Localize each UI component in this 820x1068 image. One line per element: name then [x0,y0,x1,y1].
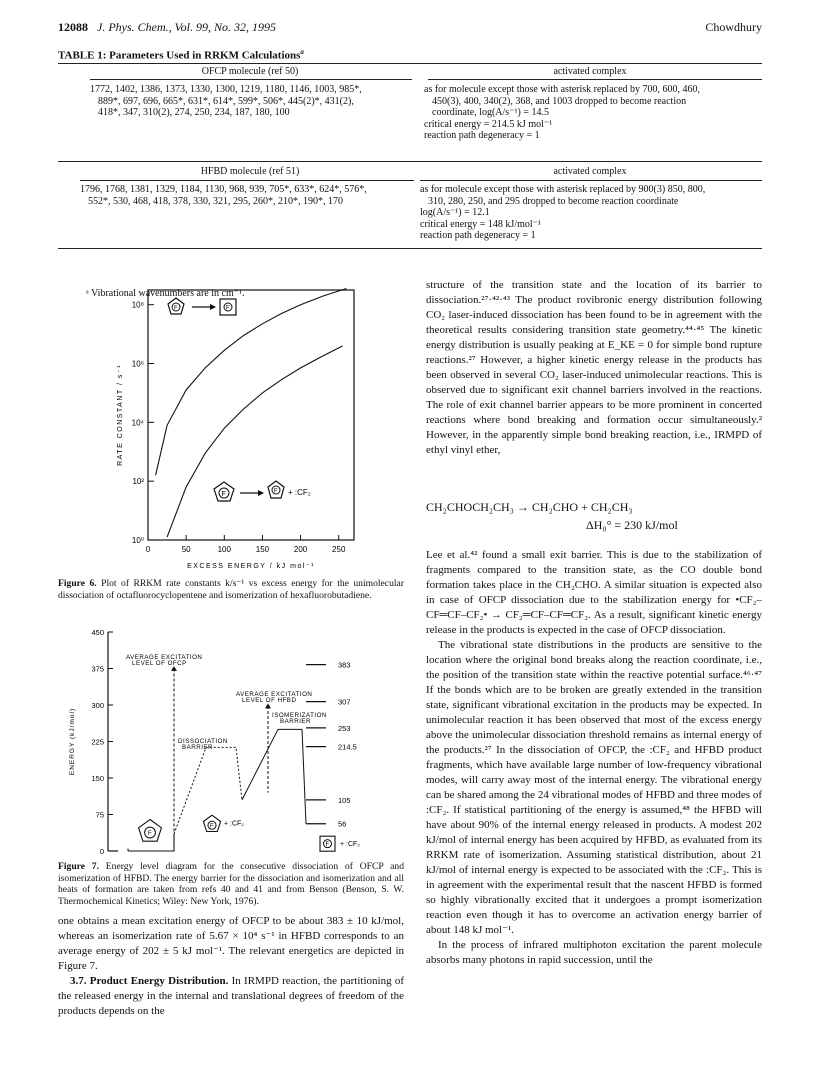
reaction-equation: CH₂CHOCH₂CH₃ → CH₂CHO + CH₂CH₃ [426,500,633,514]
svg-text:F: F [226,305,230,312]
isomerization-barrier-path [242,729,306,823]
table-ofcp-complex: as for molecule except those with asterisk replaced by 700, 600, 460, 450(3), 400, 340(2), 368, and 1003 dropped to become reaction coordinate, log(A/s⁻¹) = 14.5 critical energy = 214.5 kJ mol⁻¹ reaction path degeneracy = 1 [424,84,701,141]
y-tick-label: 10⁶ [131,359,144,369]
cf2-label: + :CF₂ [224,820,245,828]
dissociation-barrier-label: BARRIER [182,743,214,751]
table-ofcp-frequencies: 1772, 1402, 1386, 1373, 1330, 1300, 1219, 1180, 1146, 1003, 985*, 889*, 697, 696, 665*, 631*, 614*, 599*, 506*, 445(2)*, 431(2), 418*, 347, 310(2), 274, 250, 234, 187, 180, 100 [90,84,362,118]
y-tick-label: 75 [95,810,104,820]
dissociation-barrier-label: DISSOCIATION [178,737,228,745]
x-tick-label: 0 [145,545,151,554]
energy-level-label: 253 [338,723,351,733]
energy-level-label: 383 [338,660,351,670]
body-paragraph: In the process of infrared multiphoton excitation the parent molecule absorbs many photons in rapid succession, until the [426,939,762,966]
table-title: TABLE 1: Parameters Used in RRKM Calculations$^a$ [58,48,304,62]
isomerization-barrier-label: ISOMERIZATION [272,712,327,720]
x-tick-label: 50 [181,545,191,554]
y-tick-label: 450 [91,628,104,637]
right-column-body-bottom [426,548,762,968]
journal-citation: J. Phys. Chem., Vol. 99, No. 32, 1995 [97,20,276,34]
author-name: Chowdhury [705,20,762,34]
x-tick-label: 200 [293,545,308,554]
table-rule [58,63,762,64]
avg-excitation-hfbd-label: AVERAGE EXCITATION [236,691,313,699]
svg-text:F: F [174,305,178,312]
page-number: 12088 [58,20,88,34]
cf2-label: + :CF₂ [288,488,311,497]
y-tick-label: 225 [91,737,104,747]
figure7-diagram [58,626,408,858]
ofcp-hfbd-scheme-top [168,298,236,315]
table-title-note-mark: a [300,48,304,56]
ofcp-dissociation-scheme-bottom [214,481,311,501]
figure6-plot [58,276,408,576]
cf2-label: + :CF₂ [340,841,361,849]
body-paragraph: one obtains a mean excitation energy of OFCP to be about 383 ± 10 kJ/mol, whereas an isomerization rate of 5.67 × 10⁴ s⁻¹ in HFBD corresponds to an average energy of 202 ± 5 kJ mol⁻¹. The relevant energetics are depicted in Figure 7. [58,915,404,972]
table-rule [58,161,762,162]
figure6-axes [117,289,354,571]
energy-level-label: 214.5 [338,742,357,752]
energy-level-label: 105 [338,795,351,805]
table-col-header-complex: activated complex [553,66,627,77]
plot-frame [148,290,354,540]
figure7-caption: Figure 7. Energy level diagram for the consecutive dissociation of OFCP and isomerization of HFBD. The energy barrier for the dissociation and isomerization and all heats of formation are taken from refs 40 and 41 and from Benson (Benson, S. W. Thermochemical Kinetics; Wiley: New York, 1976). [58,861,404,907]
y-tick-label: 10⁴ [131,418,144,428]
table-rule [90,79,412,80]
table-rule [58,248,762,249]
y-axis-label: RATE CONSTANT / s⁻¹ [117,364,124,466]
y-tick-label: 150 [91,774,104,783]
body-paragraph: The vibrational state distributions in the products are sensitive to the location where the original bond breaks along the reaction coordinate, i.e., the position of the transition state within the reactive potential surface.⁴⁶·⁴⁷ If the bonds which are to be broken are greatly extended in the transition state, significant vibrational excitation in the products may be expected. In unimolecular reaction it has been observed that most of the excess energy above the unimolecular dissociation threshold remains as internal energy of the products.²⁷ In the dissociation of OFCP, the :CF₂ and HFBD product fragments, which have available large number of low-frequency vibrational modes, will carry away most of the internal energy. The vibrational energy can be shared among the 24 vibrational modes of HFBD and three modes of :CF₂. If statistical partitioning of the energy is assumed,⁴⁸ the HFBD will have about 90% of the internal energy released in products. A modest 202 kJ/mol of internal energy has been acquired by HFBD, as evaluated from its RRKM rate of isomerization. Assuming statistical distribution, about 21 kJ/mol of internal energy is expected to be associated with the :CF₂. This is in agreement with the experimental result that the nascent HFBD is formed so highly vibrationally excited that it undergoes a prompt isomerization reaction even though it has to overcome an activation energy barrier of about 148 kJ mol⁻¹. [426,639,762,936]
fluorine-letter: F [210,823,214,830]
avg-excitation-hfbd-label: LEVEL OF HFBD [242,697,297,705]
table-footnote: ᵃ Vibrational wavenumbers are in cm⁻¹. [86,288,245,299]
table-rule [80,180,414,181]
arrowhead-icon [258,490,264,496]
section-heading: 3.7. Product Energy Distribution. [70,975,229,987]
energy-level-label: 56 [338,819,347,829]
y-axis-label: ENERGY (kJ/mol) [69,707,76,776]
rate-curve-2 [167,346,343,537]
avg-excitation-ofcp-label: AVERAGE EXCITATION [126,653,203,661]
energy-level-label: 307 [338,697,351,707]
table-hfbd-complex: as for molecule except those with asterisk replaced by 900(3) 850, 800, 310, 280, 250, and 295 dropped to become reaction coordinate log(A/s⁻¹) = 12.1 critical energy = 148 kJ/mol⁻¹ reaction path degeneracy = 1 [420,184,706,241]
reaction-enthalpy: ΔH₀° = 230 kJ/mol [586,518,678,532]
arrowhead-icon [210,304,216,310]
section-3-7-paragraph: 3.7. Product Energy Distribution. In IRMPD reaction, the partitioning of the released energy in the internal and translational degrees of freedom of the products depends on the [58,975,405,1017]
left-column-body [58,914,404,1019]
y-tick-label: 375 [91,664,104,674]
x-tick-label: 250 [332,545,346,554]
y-tick-label: 10² [132,477,144,487]
arrowhead-icon [265,704,271,709]
y-tick-label: 10⁰ [131,536,144,545]
svg-text:F: F [221,491,226,498]
table-col-header-ofcp: OFCP molecule (ref 50) [201,66,299,77]
body-paragraph: structure of the transition state and the location of its barrier to dissociation.²⁷·⁴²·⁴³ The product rovibronic energy distribution following CO₂ laser-induced dissociation has been found to be in agreement with the theoretical results considering transition state geometry.⁴⁴·⁴⁵ The kinetic energy distribution is usually peaking at E_KE = 0 for simple bond rupture reactions.²⁷ However, a higher kinetic energy release in the products has been observed in several CO₂ laser-induced unimolecular reactions. This is observed due to significant exit channel barriers involved in the reactions. The role of exit channel barrier appears to be more prominent in concerted reactions where bond breaking and formation occur simultaneously.² However, in the apparently simple bond breaking reaction, i.e., IRMPD of ethyl vinyl ether, [426,279,762,456]
table-col-header-hfbd: HFBD molecule (ref 51) [200,166,300,177]
table-rule [420,180,762,181]
x-tick-label: 100 [217,545,231,554]
right-column-body-top [426,278,762,458]
fluorine-letter: F [325,842,330,849]
fluorine-letter: F [148,831,152,838]
table-col-header-complex-2: activated complex [553,166,627,177]
table-rule [428,79,762,80]
table-hfbd-frequencies: 1796, 1768, 1381, 1329, 1184, 1130, 968, 939, 705*, 633*, 624*, 576*, 552*, 530, 468, 418, 378, 330, 321, 295, 260*, 210*, 190*, 170 [80,184,367,207]
y-tick-label: 10⁸ [131,300,144,310]
body-paragraph: Lee et al.⁴² found a small exit barrier. This is due to the stabilization of fragments compared to the transition state, as the CO double bond formation takes place in the CH₂CHO. A similar situation is expected also in case of OFCP dissociation due to the stabilization energy for •CF₂–CF═CF–CF₂• → CF₂═CF–CF═CF₂. As a result, significant kinetic energy release in the products is expected in the case of OFCP dissociation. [426,549,762,636]
x-axis-label: EXCESS ENERGY / kJ mol⁻¹ [187,563,315,570]
x-tick-label: 150 [255,545,270,554]
y-tick-label: 0 [99,847,104,856]
isomerization-barrier-label: BARRIER [280,718,312,726]
y-tick-label: 300 [91,701,104,710]
avg-excitation-ofcp-label: LEVEL OF OFCP [132,660,187,668]
rate-curve-1 [156,289,347,476]
figure6-caption: Figure 6. Plot of RRKM rate constants k/s⁻¹ vs excess energy for the unimolecular dissociation of octafluorocyclopentene and isomerization of hexafluorobutadiene. [58,578,404,601]
figure7-labels [126,654,360,851]
svg-text:F: F [274,488,278,495]
